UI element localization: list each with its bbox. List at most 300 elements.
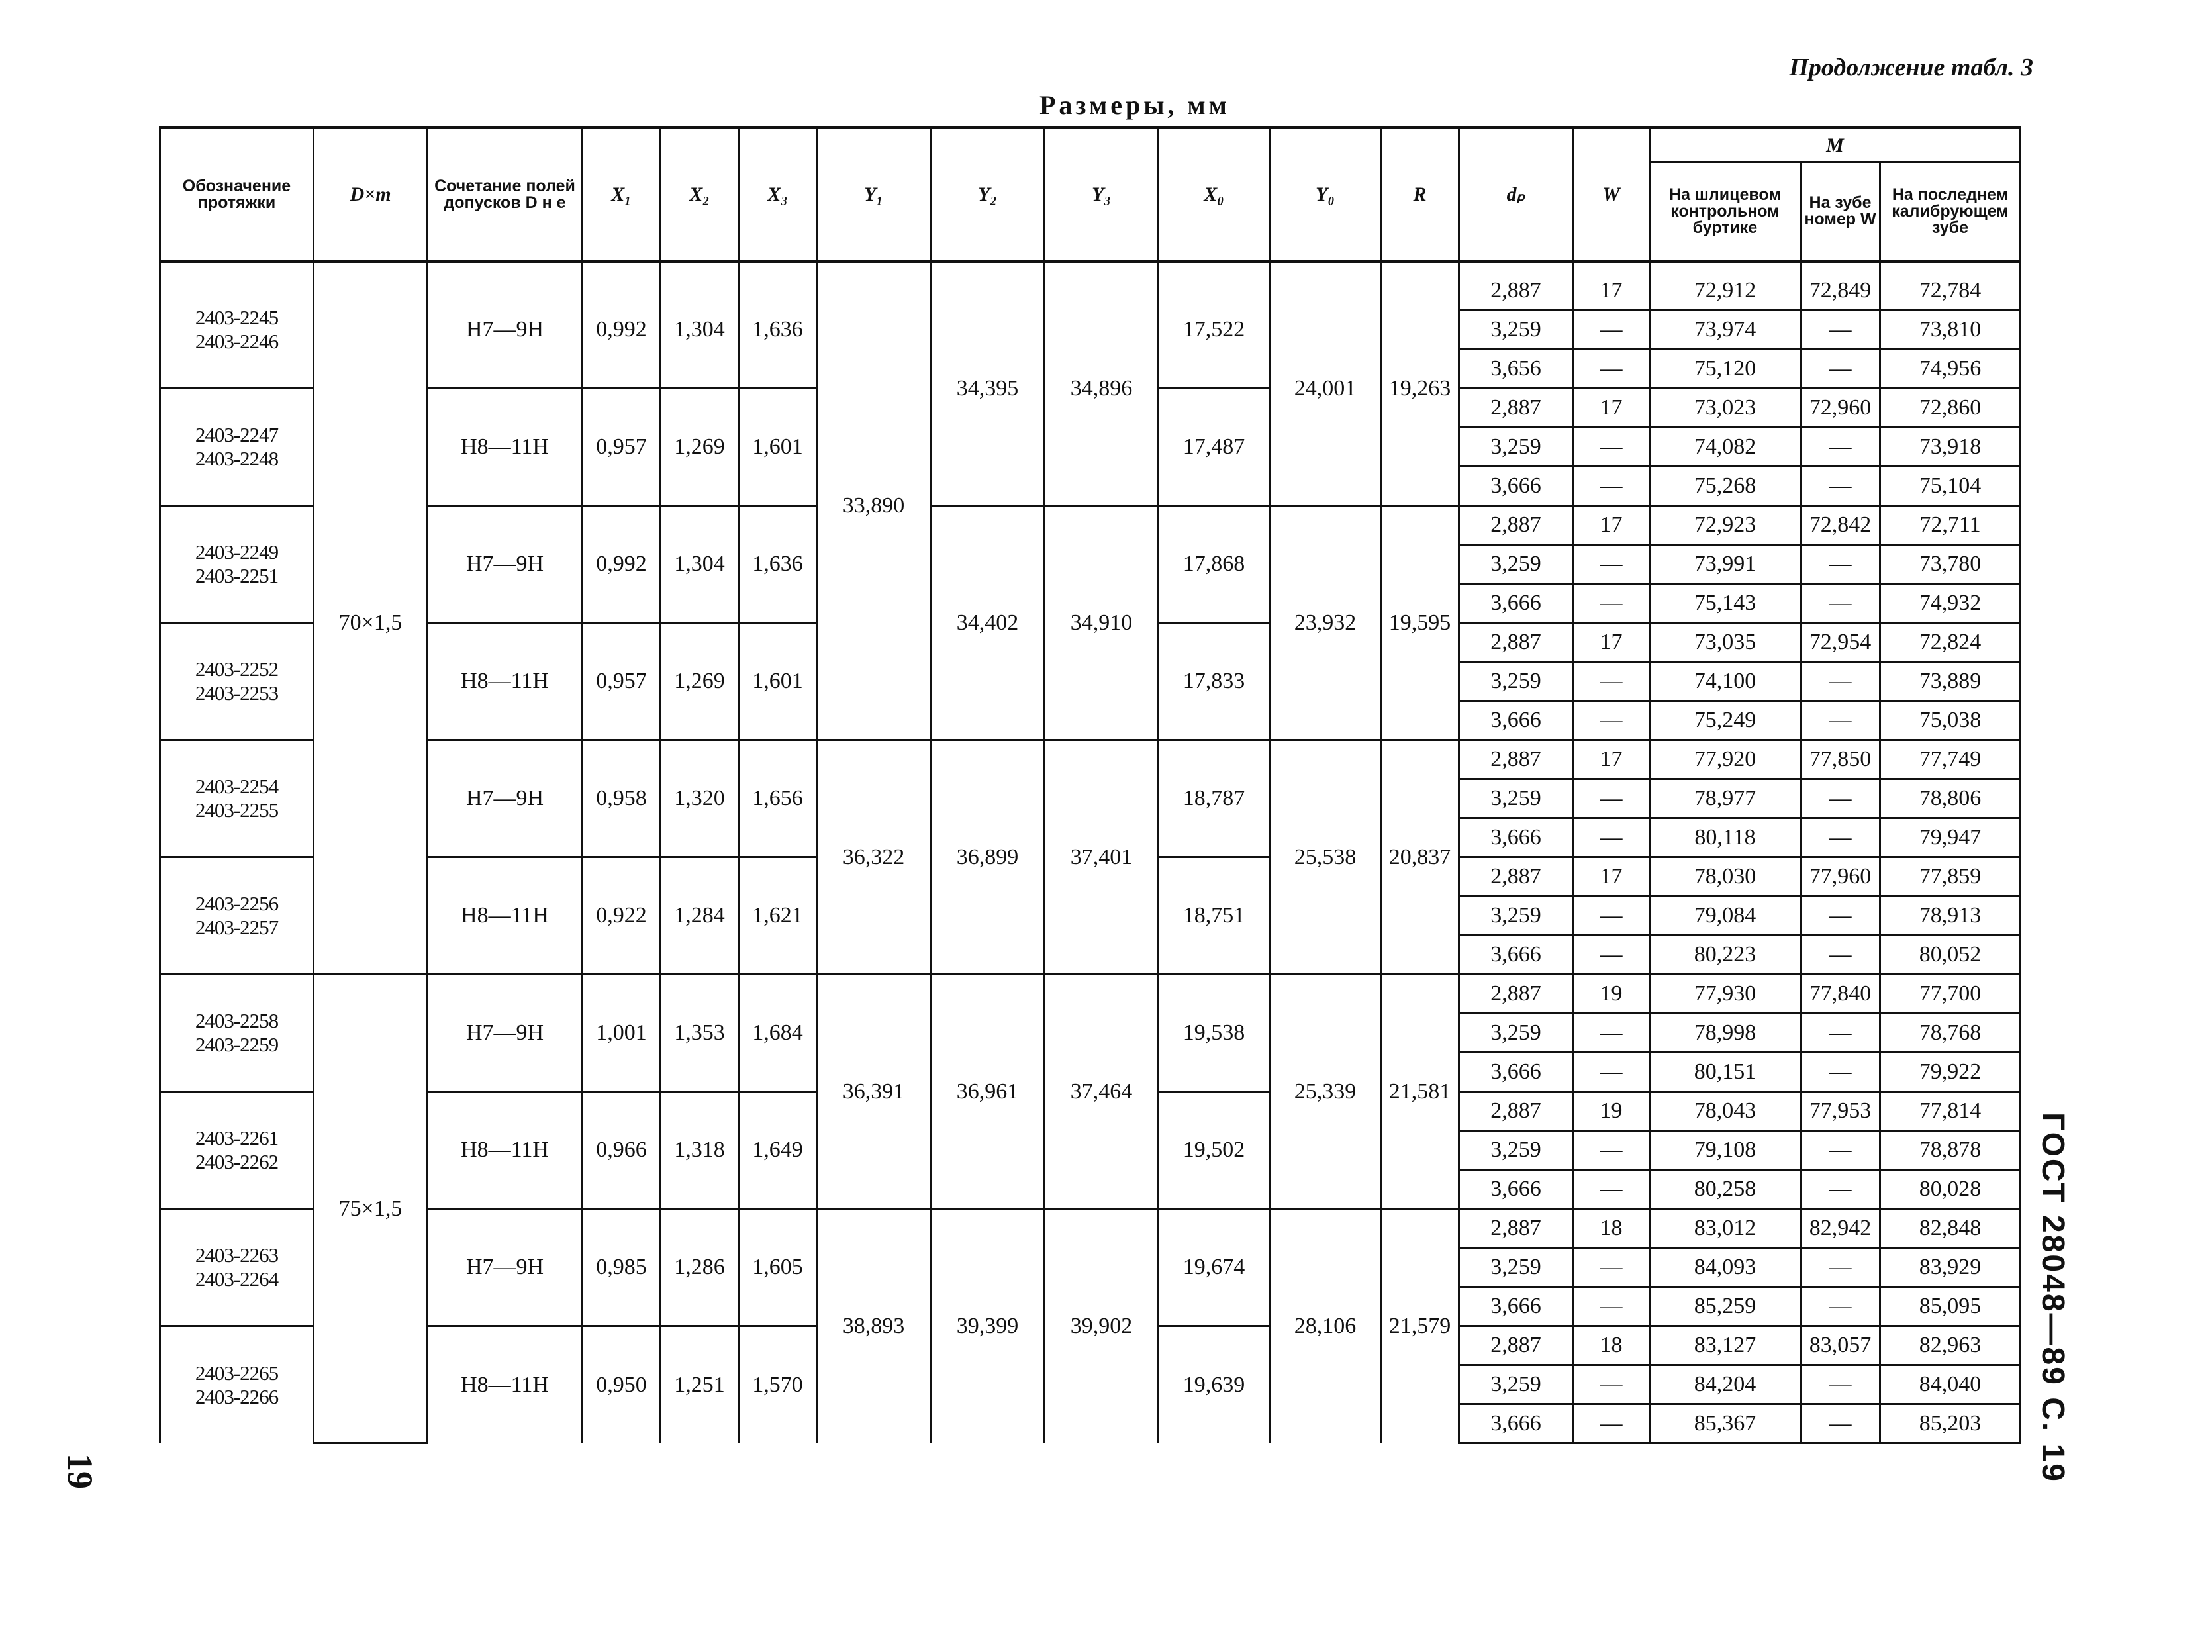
dp-cell: 3,656 bbox=[1459, 350, 1573, 389]
m-shoulder-cell: 85,259 bbox=[1650, 1287, 1801, 1326]
w-cell: — bbox=[1573, 1365, 1650, 1404]
m-tooth-cell: — bbox=[1801, 1170, 1880, 1209]
designation-code: 2403-2248 bbox=[195, 447, 279, 470]
dp-cell: 3,259 bbox=[1459, 428, 1573, 467]
x0-cell: 19,639 bbox=[1159, 1326, 1270, 1443]
tolerance-cell: H7—9H bbox=[428, 975, 583, 1092]
tolerance-cell: H7—9H bbox=[428, 506, 583, 623]
spacer-cell bbox=[1045, 262, 1159, 273]
m-last-cell: 73,918 bbox=[1880, 428, 2021, 467]
designation-code: 2403-2265 bbox=[195, 1361, 279, 1385]
w-cell: 17 bbox=[1573, 272, 1650, 311]
y2-cell: 34,395 bbox=[931, 272, 1045, 506]
m-shoulder-cell: 79,108 bbox=[1650, 1131, 1801, 1170]
w-cell: — bbox=[1573, 779, 1650, 818]
m-last-cell: 72,824 bbox=[1880, 623, 2021, 662]
w-cell: — bbox=[1573, 1170, 1650, 1209]
designation-cell bbox=[160, 975, 314, 1092]
m-tooth-cell: — bbox=[1801, 897, 1880, 936]
x3-cell: 1,684 bbox=[739, 975, 817, 1092]
designation-code: 2403-2259 bbox=[195, 1033, 279, 1056]
w-cell: — bbox=[1573, 428, 1650, 467]
header-designation: Обозначение протяжки bbox=[160, 128, 314, 262]
m-tooth-cell: 83,057 bbox=[1801, 1326, 1880, 1365]
x0-cell: 19,674 bbox=[1159, 1209, 1270, 1326]
dp-cell: 3,666 bbox=[1459, 818, 1573, 857]
x3-cell: 1,649 bbox=[739, 1092, 817, 1209]
tolerance-cell: H8—11H bbox=[428, 857, 583, 975]
header-x3: X₃ bbox=[739, 128, 817, 262]
x1-cell: 1,001 bbox=[583, 975, 661, 1092]
header-x2: X₂ bbox=[661, 128, 739, 262]
m-tooth-cell: — bbox=[1801, 1014, 1880, 1053]
x2-cell: 1,269 bbox=[661, 389, 739, 506]
spacer-cell bbox=[1459, 262, 1573, 273]
dp-cell: 2,887 bbox=[1459, 1092, 1573, 1131]
w-cell: — bbox=[1573, 350, 1650, 389]
y2-cell: 34,402 bbox=[931, 506, 1045, 740]
side-standard-label: ГОСТ 28048—89 С. 19 bbox=[2035, 1112, 2070, 1483]
m-last-cell: 72,711 bbox=[1880, 506, 2021, 545]
w-cell: — bbox=[1573, 662, 1650, 701]
x2-cell: 1,353 bbox=[661, 975, 739, 1092]
m-shoulder-cell: 73,023 bbox=[1650, 389, 1801, 428]
x1-cell: 0,992 bbox=[583, 506, 661, 623]
m-tooth-cell: — bbox=[1801, 662, 1880, 701]
designation-cell bbox=[160, 740, 314, 857]
w-cell: — bbox=[1573, 545, 1650, 584]
m-last-cell: 73,780 bbox=[1880, 545, 2021, 584]
x1-cell: 0,958 bbox=[583, 740, 661, 857]
dp-cell: 3,259 bbox=[1459, 1248, 1573, 1287]
m-shoulder-cell: 73,991 bbox=[1650, 545, 1801, 584]
m-shoulder-cell: 72,912 bbox=[1650, 272, 1801, 311]
spacer-cell bbox=[817, 262, 931, 273]
y0-cell: 25,339 bbox=[1270, 975, 1381, 1209]
header-m-tooth-w: На зубе номер W bbox=[1801, 162, 1880, 262]
w-cell: 17 bbox=[1573, 389, 1650, 428]
m-tooth-cell: 72,960 bbox=[1801, 389, 1880, 428]
header-y2: Y₂ bbox=[931, 128, 1045, 262]
m-shoulder-cell: 75,143 bbox=[1650, 584, 1801, 623]
w-cell: 19 bbox=[1573, 975, 1650, 1014]
m-tooth-cell: — bbox=[1801, 779, 1880, 818]
designation-code: 2403-2253 bbox=[195, 681, 279, 705]
spacer-cell bbox=[583, 262, 661, 273]
y3-cell: 34,910 bbox=[1045, 506, 1159, 740]
m-last-cell: 77,859 bbox=[1880, 857, 2021, 897]
dp-cell: 2,887 bbox=[1459, 857, 1573, 897]
tolerance-cell: H8—11H bbox=[428, 623, 583, 740]
m-tooth-cell: — bbox=[1801, 1053, 1880, 1092]
designation-code: 2403-2263 bbox=[195, 1243, 279, 1267]
header-m-last-tooth: На последнем калибрующем зубе bbox=[1880, 162, 2021, 262]
designation-cell bbox=[160, 506, 314, 623]
tolerance-cell: H7—9H bbox=[428, 740, 583, 857]
m-last-cell: 80,052 bbox=[1880, 936, 2021, 975]
m-last-cell: 85,095 bbox=[1880, 1287, 2021, 1326]
m-shoulder-cell: 72,923 bbox=[1650, 506, 1801, 545]
spacer-cell bbox=[314, 262, 428, 273]
x1-cell: 0,950 bbox=[583, 1326, 661, 1443]
designation-code: 2403-2261 bbox=[195, 1126, 279, 1149]
dp-cell: 2,887 bbox=[1459, 740, 1573, 779]
x0-cell: 19,502 bbox=[1159, 1092, 1270, 1209]
x3-cell: 1,636 bbox=[739, 272, 817, 389]
header-y3: Y₃ bbox=[1045, 128, 1159, 262]
m-last-cell: 73,889 bbox=[1880, 662, 2021, 701]
m-shoulder-cell: 78,998 bbox=[1650, 1014, 1801, 1053]
m-last-cell: 78,913 bbox=[1880, 897, 2021, 936]
m-tooth-cell: 77,840 bbox=[1801, 975, 1880, 1014]
m-shoulder-cell: 73,035 bbox=[1650, 623, 1801, 662]
m-shoulder-cell: 74,082 bbox=[1650, 428, 1801, 467]
m-tooth-cell: — bbox=[1801, 311, 1880, 350]
w-cell: — bbox=[1573, 311, 1650, 350]
table-row bbox=[160, 506, 2021, 545]
m-tooth-cell: — bbox=[1801, 1404, 1880, 1443]
m-last-cell: 77,700 bbox=[1880, 975, 2021, 1014]
x1-cell: 0,966 bbox=[583, 1092, 661, 1209]
r-cell: 20,837 bbox=[1381, 740, 1459, 975]
designation-code: 2403-2247 bbox=[195, 423, 279, 446]
m-tooth-cell: 77,850 bbox=[1801, 740, 1880, 779]
w-cell: — bbox=[1573, 701, 1650, 740]
m-shoulder-cell: 80,223 bbox=[1650, 936, 1801, 975]
table-caption: Размеры, мм bbox=[1039, 90, 1230, 120]
m-last-cell: 79,922 bbox=[1880, 1053, 2021, 1092]
x1-cell: 0,985 bbox=[583, 1209, 661, 1326]
m-shoulder-cell: 78,043 bbox=[1650, 1092, 1801, 1131]
dp-cell: 3,259 bbox=[1459, 897, 1573, 936]
m-tooth-cell: 77,960 bbox=[1801, 857, 1880, 897]
x3-cell: 1,605 bbox=[739, 1209, 817, 1326]
x0-cell: 18,787 bbox=[1159, 740, 1270, 857]
m-last-cell: 77,749 bbox=[1880, 740, 2021, 779]
designation-cell bbox=[160, 389, 314, 506]
table-body bbox=[160, 262, 2021, 1443]
spacer-cell bbox=[739, 262, 817, 273]
m-tooth-cell: — bbox=[1801, 1287, 1880, 1326]
m-tooth-cell: — bbox=[1801, 818, 1880, 857]
x2-cell: 1,284 bbox=[661, 857, 739, 975]
m-shoulder-cell: 78,977 bbox=[1650, 779, 1801, 818]
w-cell: 19 bbox=[1573, 1092, 1650, 1131]
dp-cell: 2,887 bbox=[1459, 1209, 1573, 1248]
r-cell: 19,263 bbox=[1381, 272, 1459, 506]
x0-cell: 19,538 bbox=[1159, 975, 1270, 1092]
x1-cell: 0,957 bbox=[583, 389, 661, 506]
dp-cell: 3,259 bbox=[1459, 1131, 1573, 1170]
dp-cell: 2,887 bbox=[1459, 623, 1573, 662]
dp-cell: 3,259 bbox=[1459, 779, 1573, 818]
x2-cell: 1,304 bbox=[661, 272, 739, 389]
y2-cell: 39,399 bbox=[931, 1209, 1045, 1443]
header-x0: X₀ bbox=[1159, 128, 1270, 262]
m-shoulder-cell: 77,930 bbox=[1650, 975, 1801, 1014]
designation-code: 2403-2257 bbox=[195, 916, 279, 939]
dp-cell: 3,666 bbox=[1459, 701, 1573, 740]
x0-cell: 17,868 bbox=[1159, 506, 1270, 623]
spacer-cell bbox=[931, 262, 1045, 273]
dm-cell: 70×1,5 bbox=[314, 272, 428, 975]
y3-cell: 37,464 bbox=[1045, 975, 1159, 1209]
continuation-note: Продолжение табл. 3 bbox=[1789, 54, 2033, 81]
m-shoulder-cell: 74,100 bbox=[1650, 662, 1801, 701]
y1-cell: 36,322 bbox=[817, 740, 931, 975]
spacer-cell bbox=[428, 262, 583, 273]
tolerance-cell: H7—9H bbox=[428, 1209, 583, 1326]
m-last-cell: 82,963 bbox=[1880, 1326, 2021, 1365]
dimensions-table bbox=[159, 126, 2021, 1444]
designation-code: 2403-2258 bbox=[195, 1009, 279, 1032]
y1-cell: 38,893 bbox=[817, 1209, 931, 1443]
spacer-cell bbox=[1573, 262, 1650, 273]
dp-cell: 3,666 bbox=[1459, 1170, 1573, 1209]
w-cell: 17 bbox=[1573, 623, 1650, 662]
dp-cell: 3,666 bbox=[1459, 936, 1573, 975]
w-cell: — bbox=[1573, 818, 1650, 857]
header-w: W bbox=[1573, 128, 1650, 262]
designation-code: 2403-2254 bbox=[195, 775, 279, 798]
w-cell: — bbox=[1573, 936, 1650, 975]
m-shoulder-cell: 84,204 bbox=[1650, 1365, 1801, 1404]
m-last-cell: 74,932 bbox=[1880, 584, 2021, 623]
m-shoulder-cell: 84,093 bbox=[1650, 1248, 1801, 1287]
designation-code: 2403-2255 bbox=[195, 799, 279, 822]
x1-cell: 0,957 bbox=[583, 623, 661, 740]
y0-cell: 23,932 bbox=[1270, 506, 1381, 740]
x1-cell: 0,992 bbox=[583, 272, 661, 389]
designation-code: 2403-2266 bbox=[195, 1385, 279, 1408]
x0-cell: 18,751 bbox=[1159, 857, 1270, 975]
r-cell: 19,595 bbox=[1381, 506, 1459, 740]
dp-cell: 3,259 bbox=[1459, 662, 1573, 701]
m-tooth-cell: — bbox=[1801, 428, 1880, 467]
spacer-cell bbox=[661, 262, 739, 273]
spacer-cell bbox=[160, 262, 314, 273]
header-y1: Y₁ bbox=[817, 128, 931, 262]
m-shoulder-cell: 80,258 bbox=[1650, 1170, 1801, 1209]
dp-cell: 3,666 bbox=[1459, 1404, 1573, 1443]
header-dm: D×m bbox=[314, 128, 428, 262]
m-tooth-cell: — bbox=[1801, 936, 1880, 975]
m-last-cell: 82,848 bbox=[1880, 1209, 2021, 1248]
x3-cell: 1,656 bbox=[739, 740, 817, 857]
x3-cell: 1,636 bbox=[739, 506, 817, 623]
designation-cell bbox=[160, 1092, 314, 1209]
y3-cell: 37,401 bbox=[1045, 740, 1159, 975]
m-tooth-cell: 82,942 bbox=[1801, 1209, 1880, 1248]
m-last-cell: 75,104 bbox=[1880, 467, 2021, 506]
m-last-cell: 72,784 bbox=[1880, 272, 2021, 311]
m-tooth-cell: — bbox=[1801, 1248, 1880, 1287]
w-cell: — bbox=[1573, 1404, 1650, 1443]
m-last-cell: 78,768 bbox=[1880, 1014, 2021, 1053]
m-tooth-cell: — bbox=[1801, 350, 1880, 389]
m-last-cell: 73,810 bbox=[1880, 311, 2021, 350]
m-tooth-cell: — bbox=[1801, 1365, 1880, 1404]
x0-cell: 17,833 bbox=[1159, 623, 1270, 740]
x2-cell: 1,286 bbox=[661, 1209, 739, 1326]
x2-cell: 1,318 bbox=[661, 1092, 739, 1209]
dp-cell: 3,666 bbox=[1459, 467, 1573, 506]
dp-cell: 2,887 bbox=[1459, 975, 1573, 1014]
header-x1: X₁ bbox=[583, 128, 661, 262]
table-row bbox=[160, 272, 2021, 311]
x2-cell: 1,320 bbox=[661, 740, 739, 857]
m-last-cell: 78,806 bbox=[1880, 779, 2021, 818]
y3-cell: 39,902 bbox=[1045, 1209, 1159, 1443]
m-tooth-cell: — bbox=[1801, 701, 1880, 740]
m-last-cell: 85,203 bbox=[1880, 1404, 2021, 1443]
x3-cell: 1,570 bbox=[739, 1326, 817, 1443]
m-last-cell: 83,929 bbox=[1880, 1248, 2021, 1287]
dp-cell: 3,666 bbox=[1459, 1053, 1573, 1092]
tolerance-cell: H7—9H bbox=[428, 272, 583, 389]
tolerance-cell: H8—11H bbox=[428, 389, 583, 506]
w-cell: 18 bbox=[1573, 1326, 1650, 1365]
table-row bbox=[160, 740, 2021, 779]
y3-cell: 34,896 bbox=[1045, 272, 1159, 506]
designation-code: 2403-2249 bbox=[195, 540, 279, 563]
y0-cell: 28,106 bbox=[1270, 1209, 1381, 1443]
dm-cell: 75×1,5 bbox=[314, 975, 428, 1443]
m-last-cell: 74,956 bbox=[1880, 350, 2021, 389]
spacer-cell bbox=[1801, 262, 1880, 273]
m-last-cell: 80,028 bbox=[1880, 1170, 2021, 1209]
spacer-cell bbox=[1159, 262, 1270, 273]
header-tolerance: Сочетание полей допусков D н е bbox=[428, 128, 583, 262]
m-tooth-cell: — bbox=[1801, 467, 1880, 506]
side-page-number: 19 bbox=[60, 1453, 100, 1489]
tolerance-cell: H8—11H bbox=[428, 1326, 583, 1443]
w-cell: — bbox=[1573, 897, 1650, 936]
y0-cell: 24,001 bbox=[1270, 272, 1381, 506]
spacer-cell bbox=[1880, 262, 2021, 273]
designation-cell bbox=[160, 857, 314, 975]
table-row bbox=[160, 975, 2021, 1014]
x0-cell: 17,522 bbox=[1159, 272, 1270, 389]
w-cell: — bbox=[1573, 467, 1650, 506]
w-cell: — bbox=[1573, 1053, 1650, 1092]
x3-cell: 1,601 bbox=[739, 623, 817, 740]
designation-code: 2403-2256 bbox=[195, 892, 279, 915]
spacer-cell bbox=[1381, 262, 1459, 273]
designation-code: 2403-2251 bbox=[195, 564, 279, 587]
dp-cell: 3,259 bbox=[1459, 1365, 1573, 1404]
m-tooth-cell: 72,954 bbox=[1801, 623, 1880, 662]
m-tooth-cell: — bbox=[1801, 545, 1880, 584]
m-last-cell: 84,040 bbox=[1880, 1365, 2021, 1404]
m-shoulder-cell: 83,012 bbox=[1650, 1209, 1801, 1248]
m-shoulder-cell: 77,920 bbox=[1650, 740, 1801, 779]
r-cell: 21,579 bbox=[1381, 1209, 1459, 1443]
m-shoulder-cell: 75,268 bbox=[1650, 467, 1801, 506]
m-tooth-cell: 77,953 bbox=[1801, 1092, 1880, 1131]
header-dp: dₚ bbox=[1459, 128, 1573, 262]
m-last-cell: 78,878 bbox=[1880, 1131, 2021, 1170]
dp-cell: 3,259 bbox=[1459, 545, 1573, 584]
spacer-cell bbox=[1270, 262, 1381, 273]
designation-cell bbox=[160, 623, 314, 740]
y0-cell: 25,538 bbox=[1270, 740, 1381, 975]
designation-cell bbox=[160, 1209, 314, 1326]
m-last-cell: 77,814 bbox=[1880, 1092, 2021, 1131]
m-tooth-cell: 72,842 bbox=[1801, 506, 1880, 545]
w-cell: 17 bbox=[1573, 857, 1650, 897]
dp-cell: 3,259 bbox=[1459, 1014, 1573, 1053]
m-tooth-cell: 72,849 bbox=[1801, 272, 1880, 311]
dp-cell: 3,259 bbox=[1459, 311, 1573, 350]
y2-cell: 36,899 bbox=[931, 740, 1045, 975]
m-last-cell: 79,947 bbox=[1880, 818, 2021, 857]
w-cell: — bbox=[1573, 584, 1650, 623]
designation-cell bbox=[160, 272, 314, 389]
m-shoulder-cell: 75,249 bbox=[1650, 701, 1801, 740]
m-shoulder-cell: 83,127 bbox=[1650, 1326, 1801, 1365]
header-y0: Y₀ bbox=[1270, 128, 1381, 262]
header-m: M bbox=[1650, 128, 2021, 162]
header-r: R bbox=[1381, 128, 1459, 262]
m-shoulder-cell: 85,367 bbox=[1650, 1404, 1801, 1443]
y2-cell: 36,961 bbox=[931, 975, 1045, 1209]
w-cell: 17 bbox=[1573, 506, 1650, 545]
m-shoulder-cell: 79,084 bbox=[1650, 897, 1801, 936]
x2-cell: 1,269 bbox=[661, 623, 739, 740]
w-cell: — bbox=[1573, 1014, 1650, 1053]
dp-cell: 3,666 bbox=[1459, 584, 1573, 623]
m-shoulder-cell: 75,120 bbox=[1650, 350, 1801, 389]
tolerance-cell: H8—11H bbox=[428, 1092, 583, 1209]
m-tooth-cell: — bbox=[1801, 1131, 1880, 1170]
dp-cell: 3,666 bbox=[1459, 1287, 1573, 1326]
m-last-cell: 75,038 bbox=[1880, 701, 2021, 740]
y1-cell: 36,391 bbox=[817, 975, 931, 1209]
m-shoulder-cell: 80,118 bbox=[1650, 818, 1801, 857]
designation-code: 2403-2245 bbox=[195, 306, 279, 329]
designation-code: 2403-2252 bbox=[195, 657, 279, 681]
spacer-cell bbox=[1650, 262, 1801, 273]
m-shoulder-cell: 78,030 bbox=[1650, 857, 1801, 897]
dp-cell: 2,887 bbox=[1459, 506, 1573, 545]
w-cell: — bbox=[1573, 1287, 1650, 1326]
m-shoulder-cell: 80,151 bbox=[1650, 1053, 1801, 1092]
x0-cell: 17,487 bbox=[1159, 389, 1270, 506]
x2-cell: 1,304 bbox=[661, 506, 739, 623]
designation-code: 2403-2262 bbox=[195, 1150, 279, 1173]
m-shoulder-cell: 73,974 bbox=[1650, 311, 1801, 350]
y1-cell: 33,890 bbox=[817, 272, 931, 740]
m-tooth-cell: — bbox=[1801, 584, 1880, 623]
designation-code: 2403-2246 bbox=[195, 330, 279, 353]
m-last-cell: 72,860 bbox=[1880, 389, 2021, 428]
w-cell: 17 bbox=[1573, 740, 1650, 779]
x3-cell: 1,601 bbox=[739, 389, 817, 506]
w-cell: 18 bbox=[1573, 1209, 1650, 1248]
designation-cell bbox=[160, 1326, 314, 1443]
designation-code: 2403-2264 bbox=[195, 1267, 279, 1290]
x1-cell: 0,922 bbox=[583, 857, 661, 975]
dp-cell: 2,887 bbox=[1459, 389, 1573, 428]
w-cell: — bbox=[1573, 1131, 1650, 1170]
r-cell: 21,581 bbox=[1381, 975, 1459, 1209]
table-row bbox=[160, 1209, 2021, 1248]
dp-cell: 2,887 bbox=[1459, 1326, 1573, 1365]
x2-cell: 1,251 bbox=[661, 1326, 739, 1443]
x3-cell: 1,621 bbox=[739, 857, 817, 975]
header-m-shoulder: На шлицевом контрольном буртике bbox=[1650, 162, 1801, 262]
